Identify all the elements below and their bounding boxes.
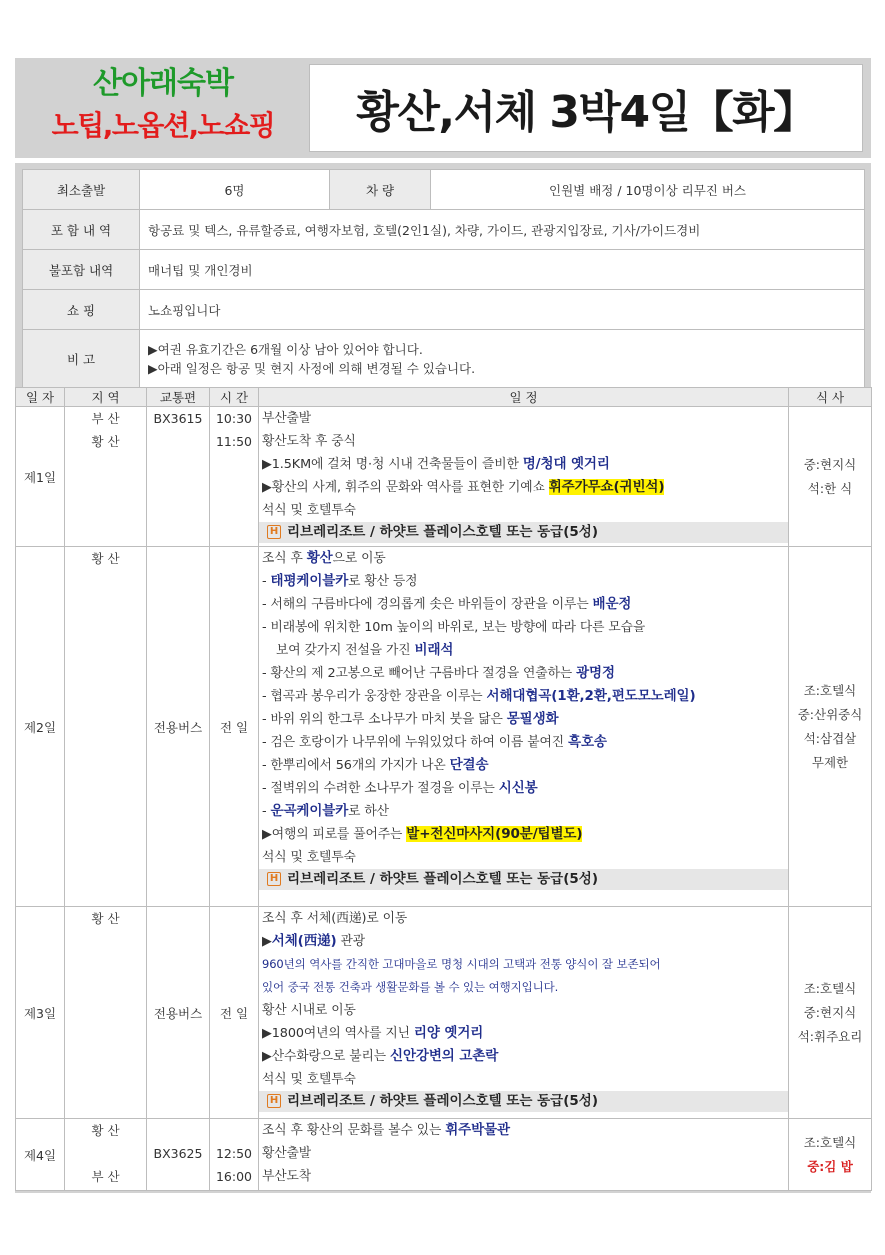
itinerary-line: 황산도착 후 중식 (262, 434, 356, 449)
shopping-value: 노쇼핑입니다 (140, 290, 865, 330)
region-cell (65, 1119, 147, 1191)
meal: 중:현지식 (803, 456, 857, 472)
col-itinerary: 일 정 (259, 388, 789, 407)
region: 황 산 (91, 551, 120, 566)
itinerary-line: 960년의 역사를 간직한 고대마을로 명청 시대의 고택과 전통 양식이 잘 보존되어 (262, 957, 661, 971)
time: 10:30 (215, 411, 253, 426)
flight-number: BX3625 (153, 1146, 203, 1161)
tagline-no-tip: 노팁,노옵션,노쇼핑 (51, 109, 275, 142)
region-cell (65, 907, 147, 1119)
meal: 중:김 밥 (807, 1158, 853, 1174)
meal-cell (789, 407, 872, 547)
itinerary-line: - 운곡케이블카로 하산 (262, 803, 389, 819)
meal: 중:산위중식 (797, 706, 863, 722)
hotel-line: H 리브레리조트 / 하얏트 플레이스호텔 또는 동급(5성) (259, 869, 788, 890)
col-transport: 교통편 (147, 388, 210, 407)
itinerary-line: 부산도착 (262, 1169, 312, 1184)
time-cell (210, 1119, 259, 1191)
page-title: 황산,서체 3박4일【화】 (356, 87, 816, 138)
meal-cell (789, 1119, 872, 1191)
time: 11:50 (215, 434, 253, 449)
col-day: 일 자 (16, 388, 65, 407)
hotel-line: H 리브레리조트 / 하얏트 플레이스호텔 또는 동급(5성) (259, 1091, 788, 1112)
day4-row (16, 1119, 872, 1191)
region: 부 산 (91, 1169, 120, 1184)
day-label: 제1일 (16, 407, 65, 547)
transport-cell: 전용버스 (147, 907, 210, 1119)
meal: 중:현지식 (803, 1004, 857, 1020)
meal: 석:삼겹살 (803, 730, 857, 746)
day-label: 제4일 (16, 1119, 65, 1191)
time-cell: 전 일 (210, 907, 259, 1119)
itinerary-cell (259, 547, 789, 907)
meal-cell (789, 547, 872, 907)
itinerary-line: 조식 후 서체(西递)로 이동 (262, 911, 408, 926)
itinerary-line: 있어 중국 전통 건축과 생활문화를 볼 수 있는 여행지입니다. (262, 980, 559, 994)
included-value: 항공료 및 텍스, 유류할증료, 여행자보험, 호텔(2인1실), 차량, 가이드, 관광지입장료, 기사/가이드경비 (140, 210, 865, 250)
col-region: 지 역 (65, 388, 147, 407)
meal: 조:호텔식 (803, 1134, 857, 1150)
itinerary-line: 황산 시내로 이동 (262, 1003, 356, 1018)
itinerary-line: ▶1.5KM에 걸쳐 명·청 시내 건축물들이 즐비한 명/청대 옛거리 (262, 456, 610, 472)
time: 12:50 (215, 1146, 253, 1161)
excluded-value: 매너팁 및 개인경비 (140, 250, 865, 290)
itinerary-line: ▶황산의 사계, 휘주의 문화와 역사를 표현한 기예쇼 휘주가무쇼(귀빈석) (262, 479, 665, 495)
hotel-icon: H (267, 525, 281, 539)
day2-row (16, 547, 872, 907)
itinerary-line: - 절벽위의 수려한 소나무가 절경을 이루는 시신봉 (262, 780, 538, 796)
vehicle-label: 차 량 (330, 170, 431, 210)
time-cell (210, 407, 259, 547)
itinerary-line: 부산출발 (262, 411, 312, 426)
region-spacer (150, 1119, 206, 1142)
region-spacer (213, 1119, 255, 1142)
transport-cell: 전용버스 (147, 547, 210, 907)
itinerary-line: 조식 후 황산으로 이동 (262, 550, 386, 566)
remarks-line: ▶여권 유효기간은 6개월 이상 남아 있어야 합니다. (148, 342, 423, 357)
itinerary-line: - 협곡과 봉우리가 웅장한 장관을 이루는 서해대협곡(1환,2환,편도모노레일) (262, 688, 696, 704)
info-table (22, 169, 865, 389)
itinerary-cell (259, 907, 789, 1119)
itinerary-line: 보여 갖가지 전설을 가진 비래석 (276, 642, 454, 658)
day-label: 제2일 (16, 547, 65, 907)
transport-cell (147, 1119, 210, 1191)
itinerary-line: ▶산수화랑으로 불리는 신안강변의 고촌락 (262, 1048, 499, 1064)
itinerary-line: - 서해의 구름바다에 경의롭게 솟은 바위들이 장관을 이루는 배운정 (262, 596, 632, 612)
highlight-option: 휘주가무쇼(귀빈석) (548, 479, 665, 495)
tagline-box (23, 64, 303, 152)
region-cell (65, 547, 147, 907)
itinerary-line: - 한뿌리에서 56개의 가지가 나온 단결송 (262, 757, 489, 773)
meal: 무제한 (811, 754, 849, 770)
itinerary-line: 조식 후 황산의 문화를 볼수 있는 휘주박물관 (262, 1122, 510, 1138)
meal: 조:호텔식 (803, 980, 857, 996)
col-time: 시 간 (210, 388, 259, 407)
time: 16:00 (215, 1169, 253, 1184)
remarks-line: ▶아래 일정은 항공 및 현지 사정에 의해 변경될 수 있습니다. (148, 361, 476, 376)
region-cell (65, 407, 147, 547)
hotel-icon: H (267, 1094, 281, 1108)
region: 부 산 (91, 411, 120, 426)
itinerary-cell (259, 407, 789, 547)
included-label: 포 함 내 역 (23, 210, 140, 250)
itinerary-line: ▶1800여년의 역사를 지닌 리양 옛거리 (262, 1025, 484, 1041)
document-frame (15, 163, 871, 1193)
itinerary-line: - 검은 호랑이가 나무위에 누워있었다 하여 이름 붙여진 흑호송 (262, 734, 607, 750)
itinerary-line: 석식 및 호텔투숙 (262, 1072, 356, 1087)
time-cell: 전 일 (210, 547, 259, 907)
region-spacer (68, 1142, 143, 1165)
highlight-place: 명/청대 옛거리 (522, 456, 610, 472)
region: 황 산 (91, 434, 120, 449)
flight-number: BX3615 (153, 411, 203, 426)
hotel-line: H 리브레리조트 / 하얏트 플레이스호텔 또는 동급(5성) (259, 522, 788, 543)
min-departure-label: 최소출발 (23, 170, 140, 210)
itinerary-line: - 황산의 제 2고봉으로 빼어난 구름바다 절경을 연출하는 광명정 (262, 665, 615, 681)
itinerary-line: 황산출발 (262, 1146, 312, 1161)
itinerary-cell (259, 1119, 789, 1191)
schedule-header-row (16, 388, 872, 407)
hotel-icon: H (267, 872, 281, 886)
min-departure-value: 6명 (140, 170, 330, 210)
transport-cell (147, 407, 210, 547)
remarks-label: 비 고 (23, 330, 140, 389)
day-label: 제3일 (16, 907, 65, 1119)
shopping-label: 쇼 핑 (23, 290, 140, 330)
tagline-accommodation: 산아래숙박 (93, 66, 233, 101)
itinerary-line: 석식 및 호텔투숙 (262, 503, 356, 518)
itinerary-line: - 비래봉에 위치한 10m 높이의 바위로, 보는 방향에 따라 다른 모습을 (262, 620, 646, 635)
region: 황 산 (91, 1123, 120, 1138)
itinerary-line: ▶서체(西递) 관광 (262, 933, 366, 949)
col-meal: 식 사 (789, 388, 872, 407)
itinerary-line: 석식 및 호텔투숙 (262, 850, 356, 865)
region: 황 산 (91, 911, 120, 926)
itinerary-line: - 바위 위의 한그루 소나무가 마치 붓을 닮은 몽필생화 (262, 711, 559, 727)
header-banner (15, 58, 871, 158)
meal-cell (789, 907, 872, 1119)
schedule-table (15, 387, 872, 1191)
day1-row (16, 407, 872, 547)
meal: 조:호텔식 (803, 682, 857, 698)
day3-row (16, 907, 872, 1119)
excluded-label: 불포함 내역 (23, 250, 140, 290)
meal: 석:한 식 (807, 480, 853, 496)
meal: 석:휘주요리 (797, 1028, 863, 1044)
highlight-option: 발+전신마사지(90분/팁별도) (406, 826, 583, 842)
title-box (309, 64, 863, 152)
itinerary-line: ▶여행의 피로를 풀어주는 발+전신마사지(90분/팁별도) (262, 826, 583, 842)
vehicle-value: 인원별 배정 / 10명이상 리무진 버스 (431, 170, 865, 210)
remarks-value (140, 330, 865, 389)
itinerary-line: - 태평케이블카로 황산 등정 (262, 573, 418, 589)
